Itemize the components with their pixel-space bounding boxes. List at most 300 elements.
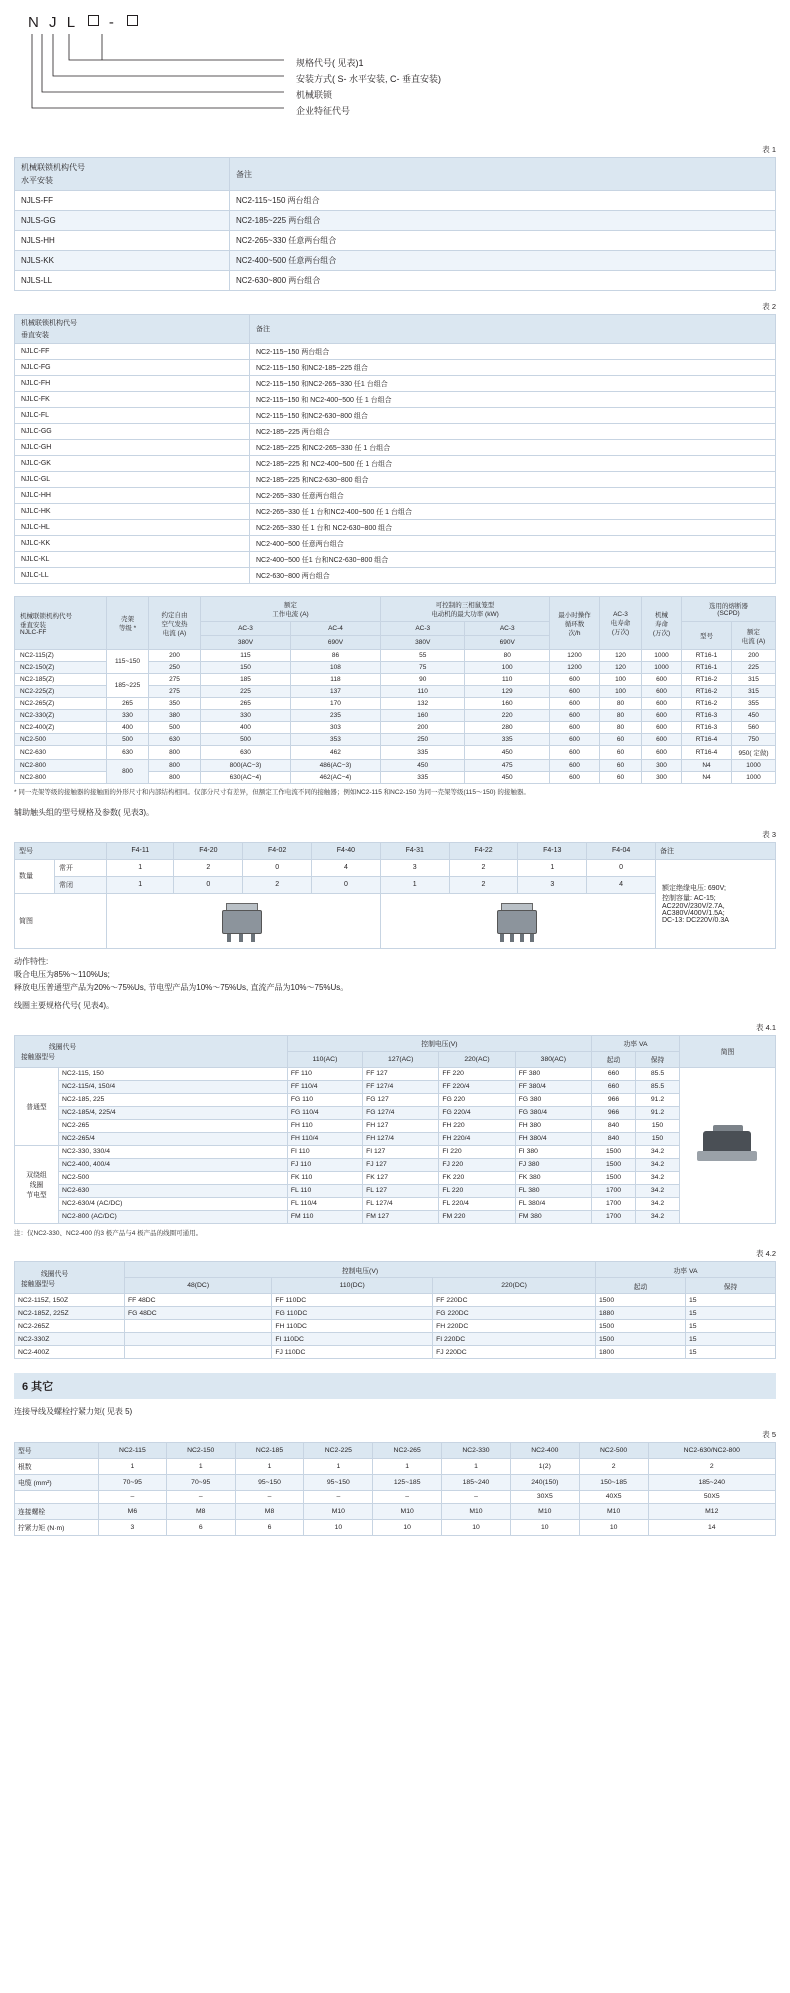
spec-fusea-0: 200 [732, 650, 776, 662]
spec-ith-3: 275 [149, 686, 201, 698]
torque-cable-8: 185~240 [648, 1474, 775, 1490]
table42-caption: 表 4.2 [755, 1249, 776, 1259]
table2-code-3: NJLC-FK [15, 392, 250, 408]
contactor-illustration-1 [214, 900, 272, 942]
coilac-127-9: FL 127 [363, 1184, 439, 1197]
coilac-220-3: FG 220/4 [439, 1106, 515, 1119]
torque-label-count: 根数 [15, 1458, 99, 1474]
spec-elife-2: 100 [600, 674, 642, 686]
spec-fusea-2: 315 [732, 674, 776, 686]
torque-val-2: 6 [235, 1519, 304, 1535]
spec-header-690-1: 690V [290, 636, 380, 650]
table-row [15, 1490, 776, 1503]
spec-ops-2: 600 [550, 674, 600, 686]
torque-count-0: 1 [99, 1458, 167, 1474]
coildc-start-4: 1800 [596, 1346, 686, 1359]
spec-p690-3: 129 [465, 686, 550, 698]
torque-bolt-4: M10 [373, 1503, 442, 1519]
table-row [15, 472, 776, 488]
torque-val-1: 6 [166, 1519, 235, 1535]
table1-header-code: 机械联锁机构代号 水平安装 [15, 158, 230, 191]
coilac-220-1: FF 220/4 [439, 1080, 515, 1093]
torque-cable-1: 70~95 [166, 1474, 235, 1490]
coilac-model-0: NC2-115, 150 [59, 1067, 288, 1080]
aux-header-model: 型号 [15, 842, 107, 859]
spec-header-power: 可控制的三相鼠笼型 电动机的最大功率 (kW) [380, 597, 549, 622]
table-row [15, 1210, 776, 1223]
spec-fuse-2: RT16-2 [682, 674, 732, 686]
spec-ith-8: 800 [149, 746, 201, 760]
spec-p380-10: 335 [380, 772, 465, 784]
coildc-110-1: FG 110DC [272, 1307, 433, 1320]
table2-note-8: NC2-185~225 和NC2-630~800 组合 [250, 472, 776, 488]
coilac-380-9: FL 380 [515, 1184, 591, 1197]
torque-label-model: 型号 [15, 1442, 99, 1458]
spec-fuse-8: RT16-4 [682, 746, 732, 760]
table1-note-2: NC2-265~330 任意两台组合 [230, 231, 776, 251]
aux-nc-label: 常闭 [55, 876, 107, 893]
spec-model-9: NC2-800 [15, 760, 107, 772]
spec-p380-0: 55 [380, 650, 465, 662]
table-row [15, 674, 776, 686]
spec-p690-0: 80 [465, 650, 550, 662]
coildc-220-4: FJ 220DC [433, 1346, 596, 1359]
table2-note-10: NC2-265~330 任 1 台和NC2-400~500 任 1 台组合 [250, 504, 776, 520]
spec-fusea-5: 450 [732, 710, 776, 722]
coildc-48-2 [125, 1320, 272, 1333]
coilac-110-4: FH 110 [287, 1119, 362, 1132]
coilac-220-5: FH 220/4 [439, 1132, 515, 1145]
torque-bolt-1: M8 [166, 1503, 235, 1519]
coilac-220-8: FK 220 [439, 1171, 515, 1184]
torque-val-7: 10 [579, 1519, 648, 1535]
aux-model-7: F4-04 [587, 842, 656, 859]
spec-fuse-5: RT16-3 [682, 710, 732, 722]
spec-header-fusetype: 型号 [682, 622, 732, 650]
table-row [15, 376, 776, 392]
model-code-line [28, 14, 776, 31]
torque-label-bolt: 连接螺栓 [15, 1503, 99, 1519]
spec-ith-2: 275 [149, 674, 201, 686]
aux-photo-1 [107, 893, 381, 948]
spec-elife-1: 120 [600, 662, 642, 674]
torque-model-3: NC2-225 [304, 1442, 373, 1458]
coilac-110-10: FL 110/4 [287, 1197, 362, 1210]
spec-p380-9: 450 [380, 760, 465, 772]
spec-p380-8: 335 [380, 746, 465, 760]
aux-no-3: 4 [312, 859, 381, 876]
spec-mlife-9: 300 [642, 760, 682, 772]
spec-header-frame: 壳架 等级 * [107, 597, 149, 650]
table-row [15, 344, 776, 360]
coilac-380-1: FF 380/4 [515, 1080, 591, 1093]
coildc-110-0: FF 110DC [272, 1294, 433, 1307]
spec-p690-10: 450 [465, 772, 550, 784]
coildc-col-110: 110(DC) [272, 1278, 433, 1294]
table-row [15, 1474, 776, 1490]
spec-header-ops: 最小时操作 循环数 次/h [550, 597, 600, 650]
spec-fusea-1: 225 [732, 662, 776, 674]
spec-header-fuse: 选用的熔断器 (SCPD) [682, 597, 776, 622]
spec-p690-8: 450 [465, 746, 550, 760]
table2-note-2: NC2-115~150 和NC2-265~330 任1 台组合 [250, 376, 776, 392]
coilac-110-0: FF 110 [287, 1067, 362, 1080]
model-code-diagram [14, 14, 776, 134]
coilac-hold-3: 91.2 [636, 1106, 680, 1119]
table-row [15, 231, 776, 251]
spec-ith-6: 500 [149, 722, 201, 734]
table-row [15, 211, 776, 231]
spec-p380-5: 160 [380, 710, 465, 722]
code-box-2 [127, 15, 138, 26]
table2-note-11: NC2-265~330 任 1 台和 NC2-630~800 组合 [250, 520, 776, 536]
coilac-col-hold: 保持 [636, 1051, 680, 1067]
spec-ac3-9: 800(AC−3) [201, 760, 291, 772]
spec-header-current: 额定 工作电流 (A) [201, 597, 381, 622]
table-row [15, 1458, 776, 1474]
spec-p380-2: 90 [380, 674, 465, 686]
spec-fusea-3: 315 [732, 686, 776, 698]
table2-note-0: NC2-115~150 两台组合 [250, 344, 776, 360]
coilac-hold-9: 34.2 [636, 1184, 680, 1197]
coilac-110-11: FM 110 [287, 1210, 362, 1223]
aux-remark-4: DC-13: DC220V/0.3A [662, 917, 729, 925]
torque-count-8: 2 [648, 1458, 775, 1474]
table-specifications [14, 596, 776, 784]
aux-no-7: 0 [587, 859, 656, 876]
coilac-220-4: FH 220 [439, 1119, 515, 1132]
table-row [15, 760, 776, 772]
table-row [15, 360, 776, 376]
torque-count-4: 1 [373, 1458, 442, 1474]
coilac-model-8: NC2-500 [59, 1171, 288, 1184]
table-row [15, 1119, 776, 1132]
table2-note-1: NC2-115~150 和NC2-185~225 组合 [250, 360, 776, 376]
coilac-model-11: NC2-800 (AC/DC) [59, 1210, 288, 1223]
coilac-220-9: FL 220 [439, 1184, 515, 1197]
spec-fusea-7: 750 [732, 734, 776, 746]
spec-p380-4: 132 [380, 698, 465, 710]
table-row [15, 456, 776, 472]
table2-note-13: NC2-400~500 任1 台和NC2-630~800 组合 [250, 552, 776, 568]
table-row [15, 1158, 776, 1171]
coildc-hold-3: 15 [686, 1333, 776, 1346]
spec-model-5: NC2-330(Z) [15, 710, 107, 722]
spec-ac4-10: 462(AC−4) [290, 772, 380, 784]
table-row [15, 408, 776, 424]
spec-ac3-5: 330 [201, 710, 291, 722]
table-row [15, 1093, 776, 1106]
section-6-intro: 连接导线及螺栓拧紧力矩( 见表 5) [14, 1407, 133, 1417]
spec-frame-8: 630 [107, 746, 149, 760]
coilac-hold-4: 150 [636, 1119, 680, 1132]
spec-fuse-1: RT16-1 [682, 662, 732, 674]
table-row [15, 1145, 776, 1158]
spec-ith-1: 250 [149, 662, 201, 674]
spec-header-380-2: 380V [380, 636, 465, 650]
spec-fuse-9: N4 [682, 760, 732, 772]
table-row [15, 650, 776, 662]
torque-label-bar [15, 1490, 99, 1503]
coilac-model-10: NC2-630/4 (AC/DC) [59, 1197, 288, 1210]
spec-frame-6: 400 [107, 722, 149, 734]
table1-note-4: NC2-630~800 两台组合 [230, 271, 776, 291]
spec-p380-3: 110 [380, 686, 465, 698]
coilac-start-3: 966 [592, 1106, 636, 1119]
table3-caption: 表 3 [762, 829, 776, 839]
torque-count-6: 1(2) [510, 1458, 579, 1474]
spec-ac3-7: 500 [201, 734, 291, 746]
aux-no-1: 2 [174, 859, 243, 876]
coildc-start-3: 1500 [596, 1333, 686, 1346]
aux-nc-2: 2 [243, 876, 312, 893]
spec-ith-9: 800 [149, 760, 201, 772]
spec-ops-5: 600 [550, 710, 600, 722]
aux-nc-1: 0 [174, 876, 243, 893]
table-row [15, 552, 776, 568]
coilac-col-127: 127(AC) [363, 1051, 439, 1067]
table1-code-4: NJLS-LL [15, 271, 230, 291]
spec-elife-4: 80 [600, 698, 642, 710]
coildc-header-va: 功率 VA [596, 1262, 776, 1278]
coildc-110-2: FH 110DC [272, 1320, 433, 1333]
table2-code-4: NJLC-FL [15, 408, 250, 424]
torque-model-0: NC2-115 [99, 1442, 167, 1458]
coildc-220-3: FI 220DC [433, 1333, 596, 1346]
spec-ac4-7: 353 [290, 734, 380, 746]
coilac-photo [680, 1067, 776, 1223]
section-6-title: 6 其它 [14, 1373, 776, 1399]
torque-model-5: NC2-330 [442, 1442, 511, 1458]
spec-ops-8: 600 [550, 746, 600, 760]
spec-ac4-9: 486(AC−3) [290, 760, 380, 772]
table1-note-0: NC2-115~150 两台组合 [230, 191, 776, 211]
table-row [15, 1106, 776, 1119]
spec-frame-5: 330 [107, 710, 149, 722]
table-row [15, 1519, 776, 1535]
spec-ith-5: 380 [149, 710, 201, 722]
coilac-start-2: 966 [592, 1093, 636, 1106]
torque-model-1: NC2-150 [166, 1442, 235, 1458]
spec-ops-10: 600 [550, 772, 600, 784]
spec-ac3-4: 265 [201, 698, 291, 710]
coil-intro: 线圈主要规格代号( 见表4)。 [14, 1000, 114, 1010]
spec-model-3: NC2-225(Z) [15, 686, 107, 698]
spec-ops-6: 600 [550, 722, 600, 734]
spec-fusea-6: 560 [732, 722, 776, 734]
coilac-127-2: FG 127 [363, 1093, 439, 1106]
table-row [15, 424, 776, 440]
torque-cable-6: 240(150) [510, 1474, 579, 1490]
coilac-127-8: FK 127 [363, 1171, 439, 1184]
coilac-hold-1: 85.5 [636, 1080, 680, 1093]
coilac-110-8: FK 110 [287, 1171, 362, 1184]
coildc-110-3: FI 110DC [272, 1333, 433, 1346]
coilac-110-7: FJ 110 [287, 1158, 362, 1171]
table2-note-4: NC2-115~150 和NC2-630~800 组合 [250, 408, 776, 424]
table2-header-code: 机械联锁机构代号 垂直安装 [15, 315, 250, 344]
aux-header-note: 备注 [656, 842, 776, 859]
torque-cable2-5: – [442, 1490, 511, 1503]
torque-val-0: 3 [99, 1519, 167, 1535]
spec-fuse-7: RT16-4 [682, 734, 732, 746]
spec-mlife-0: 1000 [642, 650, 682, 662]
spec-model-7: NC2-500 [15, 734, 107, 746]
table-row [15, 859, 776, 876]
spec-ac3-8: 630 [201, 746, 291, 760]
spec-header-ac3c: AC-3 [465, 622, 550, 636]
torque-cable-5: 185~240 [442, 1474, 511, 1490]
spec-p690-9: 475 [465, 760, 550, 772]
coilac-127-0: FF 127 [363, 1067, 439, 1080]
coilac-model-7: NC2-400, 400/4 [59, 1158, 288, 1171]
spec-ac4-4: 170 [290, 698, 380, 710]
table-vertical-interlock [14, 314, 776, 584]
torque-val-5: 10 [442, 1519, 511, 1535]
coilac-col-start: 起动 [592, 1051, 636, 1067]
coilac-start-5: 840 [592, 1132, 636, 1145]
aux-nc-6: 3 [518, 876, 587, 893]
contactor-illustration-2 [489, 900, 547, 942]
torque-val-4: 10 [373, 1519, 442, 1535]
aux-model-6: F4-13 [518, 842, 587, 859]
spec-ac3-3: 225 [201, 686, 291, 698]
coilac-header-code: 线圈代号 接触器型号 [15, 1035, 288, 1067]
table-row [15, 1132, 776, 1145]
coildc-model-1: NC2-185Z, 225Z [15, 1307, 125, 1320]
torque-cable2-8: 50X5 [648, 1490, 775, 1503]
coilac-start-1: 660 [592, 1080, 636, 1093]
spec-model-0: NC2-115(Z) [15, 650, 107, 662]
spec-fusea-10: 1000 [732, 772, 776, 784]
table2-code-5: NJLC-GG [15, 424, 250, 440]
table41-caption: 表 4.1 [755, 1022, 776, 1032]
spec-ith-7: 630 [149, 734, 201, 746]
torque-count-1: 1 [166, 1458, 235, 1474]
spec-ac4-8: 462 [290, 746, 380, 760]
table2-caption: 表 2 [762, 302, 776, 311]
coildc-220-2: FH 220DC [433, 1320, 596, 1333]
coildc-col-48: 48(DC) [125, 1278, 272, 1294]
coilac-header-va: 功率 VA [592, 1035, 680, 1051]
table2-note-12: NC2-400~500 任意两台组合 [250, 536, 776, 552]
code-dash: - [108, 14, 117, 31]
aux-model-4: F4-31 [380, 842, 449, 859]
spec-elife-9: 60 [600, 760, 642, 772]
table1-header-note: 备注 [230, 158, 776, 191]
table-horizontal-interlock [14, 157, 776, 291]
table2-code-8: NJLC-GL [15, 472, 250, 488]
coilac-hold-6: 34.2 [636, 1145, 680, 1158]
spec-model-2: NC2-185(Z) [15, 674, 107, 686]
torque-cable2-0: – [99, 1490, 167, 1503]
table-row [15, 1503, 776, 1519]
coilac-model-5: NC2-265/4 [59, 1132, 288, 1145]
table1-code-1: NJLS-GG [15, 211, 230, 231]
spec-mlife-10: 300 [642, 772, 682, 784]
spec-frame-9: 800 [107, 760, 149, 784]
coilac-380-8: FK 380 [515, 1171, 591, 1184]
spec-ac4-2: 118 [290, 674, 380, 686]
aux-remarks [656, 859, 776, 948]
table-row [15, 504, 776, 520]
aux-no-5: 2 [449, 859, 518, 876]
table2-code-11: NJLC-HL [15, 520, 250, 536]
spec-header-elife: AC-3 电寿命 (万次) [600, 597, 642, 650]
spec-elife-3: 100 [600, 686, 642, 698]
aux-remark-2: AC220V/230V/2.7A, [662, 903, 725, 911]
coilac-380-11: FM 380 [515, 1210, 591, 1223]
coilac-model-3: NC2-185/4, 225/4 [59, 1106, 288, 1119]
table-row [15, 1080, 776, 1093]
spec-p690-7: 335 [465, 734, 550, 746]
coilac-start-8: 1500 [592, 1171, 636, 1184]
spec-fusea-4: 355 [732, 698, 776, 710]
spec-p380-6: 200 [380, 722, 465, 734]
spec-model-6: NC2-400(Z) [15, 722, 107, 734]
coilac-127-10: FL 127/4 [363, 1197, 439, 1210]
table-row [15, 1067, 776, 1080]
aux-nc-5: 2 [449, 876, 518, 893]
torque-count-2: 1 [235, 1458, 304, 1474]
coilac-127-1: FF 127/4 [363, 1080, 439, 1093]
coilac-start-9: 1700 [592, 1184, 636, 1197]
table-row [15, 1171, 776, 1184]
coilac-110-9: FL 110 [287, 1184, 362, 1197]
coildc-model-0: NC2-115Z, 150Z [15, 1294, 125, 1307]
spec-mlife-2: 600 [642, 674, 682, 686]
spec-fuse-4: RT16-2 [682, 698, 732, 710]
coilac-hold-8: 34.2 [636, 1171, 680, 1184]
aux-nc-4: 1 [380, 876, 449, 893]
torque-val-6: 10 [510, 1519, 579, 1535]
torque-cable-2: 95~150 [235, 1474, 304, 1490]
spec-ac4-1: 108 [290, 662, 380, 674]
torque-cable2-2: – [235, 1490, 304, 1503]
table-row [15, 1294, 776, 1307]
spec-mlife-8: 600 [642, 746, 682, 760]
coilac-header-ctrl: 控制电压(V) [287, 1035, 591, 1051]
coilac-col-380: 380(AC) [515, 1051, 591, 1067]
spec-ac3-6: 400 [201, 722, 291, 734]
coildc-hold-0: 15 [686, 1294, 776, 1307]
diagram-note-1: 规格代号( 见表)1 [296, 58, 364, 68]
table-coil-ac [14, 1035, 776, 1224]
coilac-group-2: 双绕组 线圈 节电型 [15, 1145, 59, 1223]
torque-count-5: 1 [442, 1458, 511, 1474]
table-row [15, 1307, 776, 1320]
table-row [15, 734, 776, 746]
spec-ops-7: 600 [550, 734, 600, 746]
table1-note-1: NC2-185~225 两台组合 [230, 211, 776, 231]
code-char-n: N [28, 14, 42, 31]
torque-bolt-6: M10 [510, 1503, 579, 1519]
spec-p380-7: 250 [380, 734, 465, 746]
code-char-j: J [49, 14, 60, 31]
coilac-start-10: 1700 [592, 1197, 636, 1210]
spec-elife-0: 120 [600, 650, 642, 662]
spec-mlife-7: 600 [642, 734, 682, 746]
spec-p380-1: 75 [380, 662, 465, 674]
spec-header-fusecurrent: 额定 电流 (A) [732, 622, 776, 650]
coilac-127-7: FJ 127 [363, 1158, 439, 1171]
spec-model-1: NC2-150(Z) [15, 662, 107, 674]
table-row [15, 440, 776, 456]
spec-header-mlife: 机械 寿命 (万次) [642, 597, 682, 650]
torque-bolt-0: M6 [99, 1503, 167, 1519]
coildc-model-3: NC2-330Z [15, 1333, 125, 1346]
torque-bolt-3: M10 [304, 1503, 373, 1519]
